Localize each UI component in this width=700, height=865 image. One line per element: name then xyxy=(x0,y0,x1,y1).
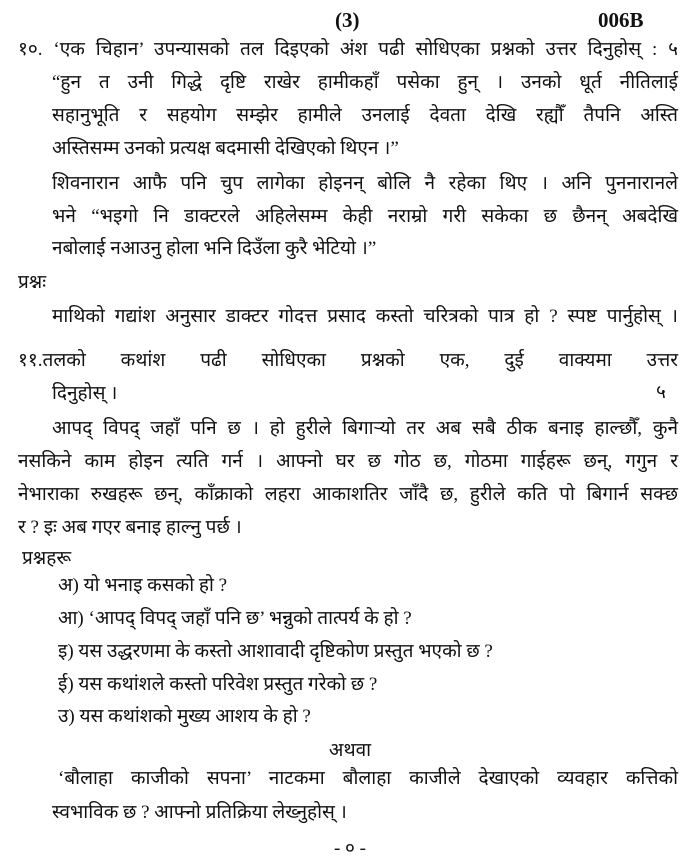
text-line: सहानुभूति र सहयोग सम्झेर हामीले उनलाई देवता देखि रह्यौँ तैपनि अस्ति xyxy=(52,105,678,126)
text-line: अथवा xyxy=(328,740,372,761)
text-line: ‘बौलाहा काजीको सपना’ नाटकमा बौलाहा काजीले देखाएको व्यवहार कत्तिको xyxy=(58,768,678,789)
paper-code: 006B xyxy=(598,8,644,32)
text-line: माथिको गद्यांश अनुसार डाक्टर गोदत्त प्रसाद कस्तो चरित्रको पात्र हो ? स्पष्ट पार्नुहोस् । xyxy=(52,306,678,327)
text-line: नेभाराका रुखहरू छन्, काँक्राको लहरा आकाशतिर जाँदै छ, हुरीले कति पो बिगार्न सक्छ xyxy=(18,484,678,505)
text-line: “हुन त उनी गिद्धे दृष्टि राखेर हामीकहाँ पसेका हुन् । उनको धूर्त नीतिलाई xyxy=(52,72,678,93)
text-line: आपद् विपद् जहाँ पनि छ । हो हुरीले बिगाऱ्यो तर अब सबै ठीक बनाइ हाल्छौँ, कुनै xyxy=(52,418,678,439)
text-line: अस्तिसम्म उनको प्रत्यक्ष बदमासी देखिएको थिएन ।” xyxy=(52,138,399,159)
text-line: इ) यस उद्धरणमा के कस्तो आशावादी दृष्टिकोण प्रस्तुत भएको छ ? xyxy=(58,641,493,662)
text-line: प्रश्नः xyxy=(18,272,47,293)
page-number: (3) xyxy=(335,8,360,32)
text-line: प्रश्नहरू xyxy=(22,548,72,569)
text-line: नसकिने काम होइन त्यति गर्न । आफ्नो घर छ गोठ छ, गोठमा गाईहरू छन्, गगुन र xyxy=(18,451,678,472)
text-line: ई) यस कथांशले कस्तो परिवेश प्रस्तुत गरेको छ ? xyxy=(58,674,378,695)
text-line: - ० - xyxy=(333,838,367,859)
text-line: नबोलाई नआउनु होला भनि दिउँला कुरै भेटियो ।” xyxy=(52,238,377,259)
text-line: शिवनारान आफै पनि चुप लागेका होइनन् बोलि नै रहेका थिए । अनि पुननारानले xyxy=(52,173,678,194)
text-line: र ? इः अब गएर बनाइ हाल्नु पर्छ । xyxy=(18,517,242,538)
q11-marks: ५ xyxy=(656,382,666,403)
text-line: १०. ‘एक चिहान’ उपन्यासको तल दिइएको अंश पढी सोधिएका प्रश्नको उत्तर दिनुहोस् : ५ xyxy=(18,39,678,60)
text-line: स्वभाविक छ ? आफ्नो प्रतिक्रिया लेख्नुहोस् । xyxy=(52,802,347,823)
text-line: उ) यस कथांशको मुख्य आशय के हो ? xyxy=(58,706,311,727)
text-line: आ) ‘आपद् विपद् जहाँ पनि छ’ भन्नुको तात्पर्य के हो ? xyxy=(58,608,412,629)
text-line: दिनुहोस् । xyxy=(52,383,118,404)
text-line: ११.तलको कथांश पढी सोधिएका प्रश्नको एक, दुई वाक्यमा उत्तर xyxy=(18,350,678,371)
text-line: भने “भइगो नि डाक्टरले अहिलेसम्म केही नराम्रो गरी सकेका छ छैनन् अबदेखि xyxy=(52,206,678,227)
text-line: अ) यो भनाइ कसको हो ? xyxy=(58,575,228,596)
